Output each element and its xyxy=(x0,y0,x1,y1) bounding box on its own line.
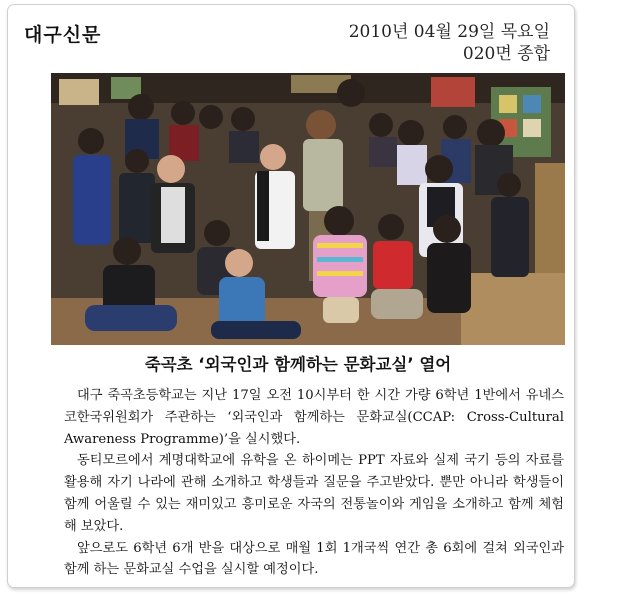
article-paragraph: 대구 죽곡초등학교는 지난 17일 오전 10시부터 한 시간 가량 6학년 1반에서 유네스코한국위원회가 주관하는 ‘외국인과 함께하는 문화교실(CCAP: Cross-Cultural Awareness Programme)’을 실시했다. xyxy=(64,388,564,447)
newspaper-name: 대구신문 xyxy=(24,24,102,46)
group-photo-illustration xyxy=(51,73,565,345)
article-paragraph: 동티모르에서 계명대학교에 유학을 온 하이메는 PPT 자료와 실제 국기 등의 자료를 활용해 자기 나라에 관해 소개하고 학생들과 질문을 주고받았다. 뿐만 아니라 학생들이 함께 어울릴 수 있는 재미있고 흥미로운 자국의 전통놀이와 게임을 소개하고 함께 체험해 보았다. xyxy=(64,453,564,534)
issue-section: 020면 종합 xyxy=(462,44,550,64)
article-paragraph: 앞으로도 6학년 6개 반을 대상으로 매월 1회 1개국씩 연간 총 6회에 걸쳐 외국인과 함께 하는 문화교실 수업을 실시할 예정이다. xyxy=(64,540,564,578)
article-headline: 죽곡초 ‘외국인과 함께하는 문화교실’ 열어 xyxy=(144,355,452,374)
issue-date: 2010년 04월 29일 목요일 xyxy=(348,22,550,42)
article-clipping xyxy=(7,4,575,588)
group-photo xyxy=(51,73,565,345)
article-body xyxy=(64,385,564,581)
